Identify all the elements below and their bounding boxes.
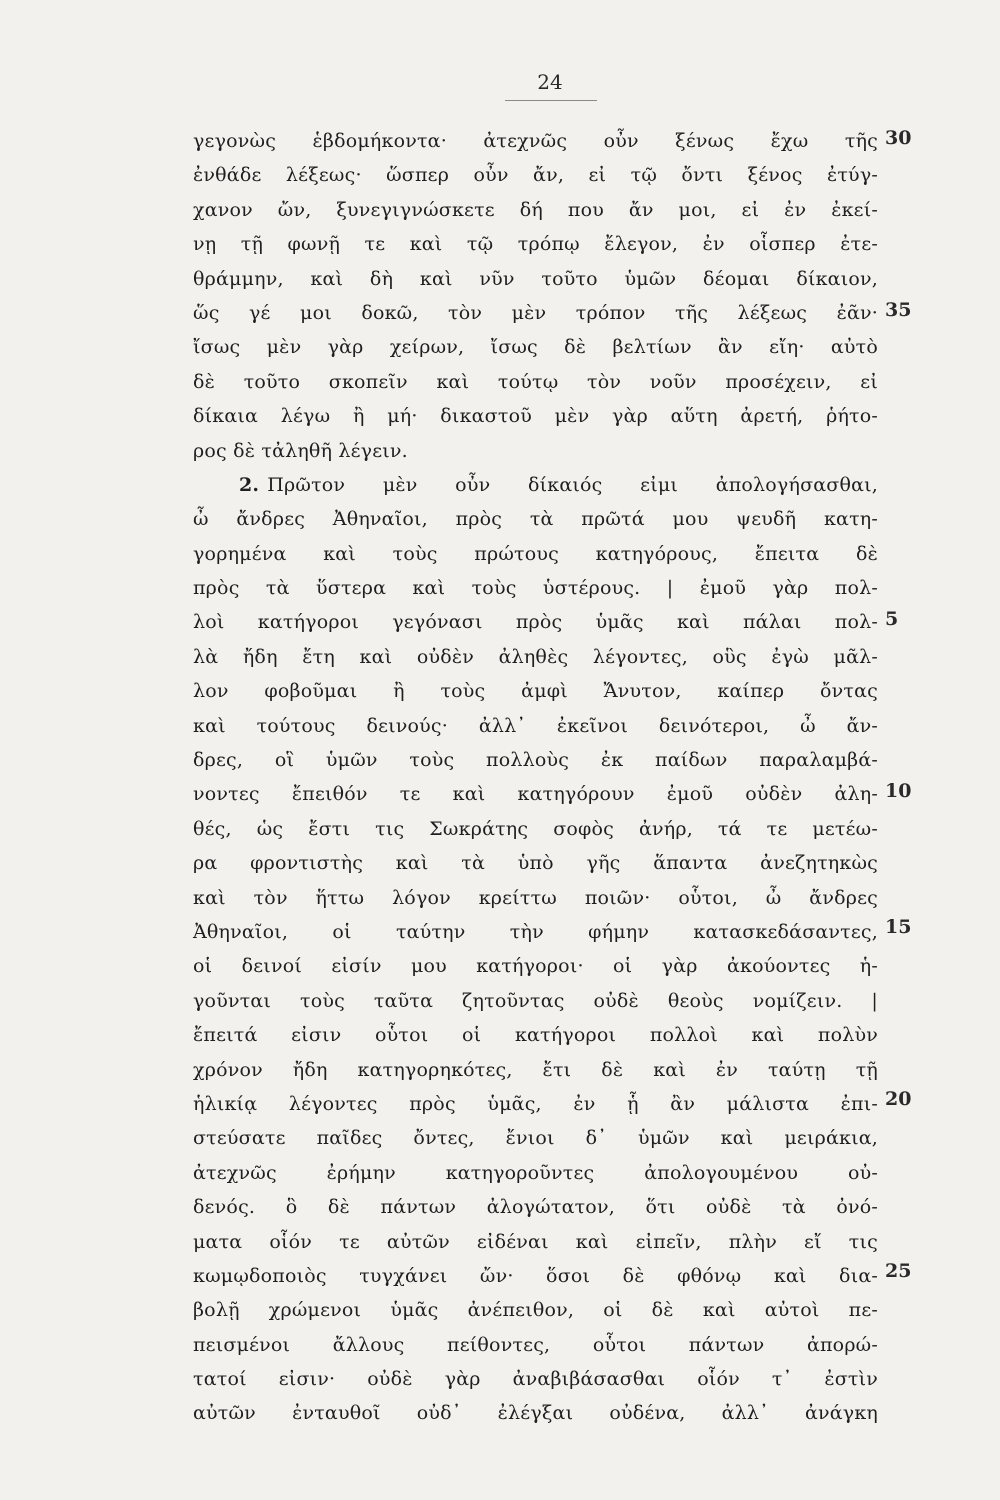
- text-line: νῃ τῇ φωνῇ τε καὶ τῷ τρόπῳ ἔλεγον, ἐν οἷσπερ ἐτε-: [193, 233, 878, 256]
- text-line: τατοί εἰσιν· οὐδὲ γὰρ ἀναβιβάσασθαι οἷόν τ᾽ ἐστὶν: [193, 1368, 878, 1391]
- text-line: θράμμην, καὶ δὴ καὶ νῦν τοῦτο ὑμῶν δέομαι δίκαιον,: [193, 267, 878, 290]
- section-start-line: [193, 468, 878, 502]
- text-line: δρες, οἳ ὑμῶν τοὺς πολλοὺς ἐκ παίδων παραλαμβά-: [193, 749, 878, 772]
- text-line: νοντες ἔπειθόν τε καὶ κατηγόρουν ἐμοῦ οὐδὲν ἀλη-: [193, 783, 878, 806]
- text-line: ἔπειτά εἰσιν οὗτοι οἱ κατήγοροι πολλοὶ καὶ πολὺν: [193, 1024, 878, 1047]
- line-number-15: 15: [885, 916, 912, 938]
- text-line: λοὶ κατήγοροι γεγόνασι πρὸς ὑμᾶς καὶ πάλαι πολ-: [193, 611, 878, 634]
- text-line: λον φοβοῦμαι ἢ τοὺς ἀμφὶ Ἄνυτον, καίπερ ὄντας: [193, 680, 878, 703]
- text-line: ὥς γέ μοι δοκῶ, τὸν μὲν τρόπον τῆς λέξεως ἐᾶν·: [193, 301, 878, 324]
- text-line: γορημένα καὶ τοὺς πρώτους κατηγόρους, ἔπειτα δὲ: [193, 542, 878, 565]
- text-line: Ἀθηναῖοι, οἱ ταύτην τὴν φήμην κατασκεδάσαντες,: [193, 920, 878, 943]
- text-line: κωμῳδοποιὸς τυγχάνει ὤν· ὅσοι δὲ φθόνῳ καὶ δια-: [193, 1264, 878, 1287]
- text-line: ἀτεχνῶς ἐρήμην κατηγοροῦντες ἀπολογουμένου οὐ-: [193, 1161, 878, 1184]
- page-number: 24: [537, 70, 563, 94]
- line-number-10: 10: [885, 780, 912, 802]
- section-number: 2.: [239, 473, 260, 496]
- text-line: ὦ ἄνδρες Ἀθηναῖοι, πρὸς τὰ πρῶτά μου ψευδῆ κατη-: [193, 508, 878, 531]
- text-line: ἐνθάδε λέξεως· ὥσπερ οὖν ἄν, εἰ τῷ ὄντι ξένος ἐτύγ-: [193, 164, 878, 187]
- text-line: καὶ τὸν ἥττω λόγον κρείττω ποιῶν· οὗτοι, ὦ ἄνδρες: [193, 886, 878, 909]
- text-line: καὶ τούτους δεινούς· ἀλλ᾽ ἐκεῖνοι δεινότεροι, ὦ ἄν-: [193, 714, 878, 737]
- line-number-30: 30: [885, 127, 912, 149]
- header-rule: [505, 100, 597, 101]
- text-line: βολῇ χρώμενοι ὑμᾶς ἀνέπειθον, οἱ δὲ καὶ αὐτοὶ πε-: [193, 1299, 878, 1322]
- text-line: χρόνον ἤδη κατηγορηκότες, ἔτι δὲ καὶ ἐν ταύτῃ τῇ: [193, 1058, 878, 1081]
- text-line: χανον ὤν, ξυνεγιγνώσκετε δή που ἄν μοι, εἰ ἐν ἐκεί-: [193, 198, 878, 221]
- text-line: γεγονὼς ἑβδομήκοντα· ἀτεχνῶς οὖν ξένως ἔχω τῆς: [193, 130, 878, 152]
- greek-text-block: [193, 124, 878, 1431]
- line-number-35: 35: [885, 299, 912, 321]
- text-line: ρα φροντιστὴς καὶ τὰ ὑπὸ γῆς ἅπαντα ἀνεζητηκὼς: [193, 852, 878, 875]
- text-line: πρὸς τὰ ὕστερα καὶ τοὺς ὑστέρους. | ἐμοῦ γὰρ πολ-: [193, 577, 878, 600]
- text-line: θές, ὡς ἔστι τις Σωκράτης σοφὸς ἀνήρ, τά τε μετέω-: [193, 817, 878, 840]
- text-line: αὐτῶν ἐνταυθοῖ οὐδ᾽ ἐλέγξαι οὐδένα, ἀλλ᾽ ἀνάγκη: [193, 1402, 878, 1425]
- text-line: ματα οἷόν τε αὐτῶν εἰδέναι καὶ εἰπεῖν, πλὴν εἴ τις: [193, 1230, 878, 1253]
- line-number-5: 5: [885, 608, 899, 630]
- text-line: στεύσατε παῖδες ὄντες, ἔνιοι δ᾽ ὑμῶν καὶ μειράκια,: [193, 1127, 878, 1150]
- text-line: γοῦνται τοὺς ταῦτα ζητοῦντας οὐδὲ θεοὺς νομίζειν. |: [193, 989, 878, 1012]
- text-line: δενός. ὃ δὲ πάντων ἀλογώτατον, ὅτι οὐδὲ τὰ ὀνό-: [193, 1196, 878, 1219]
- text-line: ἡλικίᾳ λέγοντες πρὸς ὑμᾶς, ἐν ᾗ ἂν μάλιστα ἐπι-: [193, 1092, 878, 1115]
- line-number-20: 20: [885, 1088, 912, 1110]
- line-number-25: 25: [885, 1260, 912, 1282]
- text-line: δὲ τοῦτο σκοπεῖν καὶ τούτῳ τὸν νοῦν προσέχειν, εἰ: [193, 370, 878, 393]
- text-line: δίκαια λέγω ἢ μή· δικαστοῦ μὲν γὰρ αὕτη ἀρετή, ῥήτο-: [193, 405, 878, 428]
- text-line: λὰ ἤδη ἔτη καὶ οὐδὲν ἀληθὲς λέγοντες, οὓς ἐγὼ μᾶλ-: [193, 645, 878, 668]
- text-line: Πρῶτον μὲν οὖν δίκαιός εἰμι ἀπολογήσασθαι,: [267, 473, 878, 496]
- text-line: πεισμένοι ἄλλους πείθοντες, οὗτοι πάντων ἀπορώ-: [193, 1333, 878, 1356]
- text-line: οἱ δεινοί εἰσίν μου κατήγοροι· οἱ γὰρ ἀκούοντες ἡ-: [193, 955, 878, 978]
- text-line: ἴσως μὲν γὰρ χείρων, ἴσως δὲ βελτίων ἂν εἴη· αὐτὸ: [193, 336, 878, 359]
- text-line: ρος δὲ τἀληθῆ λέγειν.: [193, 439, 408, 462]
